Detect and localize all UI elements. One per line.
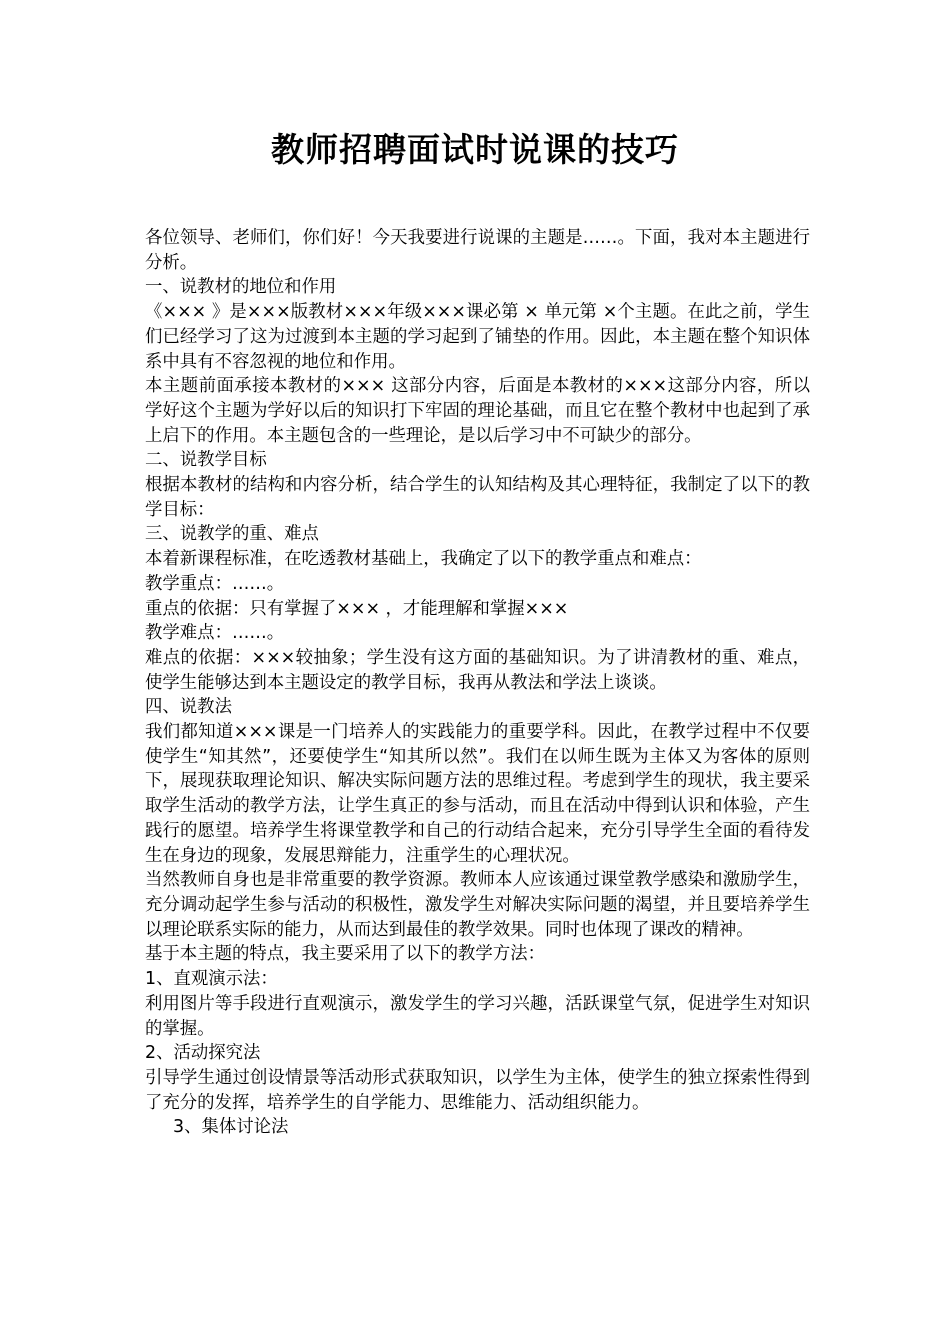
document-title: 教师招聘面试时说课的技巧 xyxy=(271,130,679,169)
key-point-line: 教学重点：……。 xyxy=(145,573,285,594)
body-paragraph: 引导学生通过创设情景等活动形式获取知识，以学生为主体，使学生的独立探索性得到了充分的发挥，培养学生的自学能力、思维能力、活动组织能力。 xyxy=(145,1067,810,1113)
body-paragraph: 难点的依据：×××较抽象；学生没有这方面的基础知识。为了讲清教材的重、难点，使学生能够达到本主题设定的教学目标，我再从教法和学法上谈谈。 xyxy=(145,647,810,693)
body-paragraph: 本主题前面承接本教材的××× 这部分内容，后面是本教材的×××这部分内容，所以学好这个主题为学好以后的知识打下牢固的理论基础，而且它在整个教材中也起到了承上启下的作用。本主题包含的一些理论，是以后学习中不可缺少的部分。 xyxy=(145,376,810,446)
body-paragraph: 当然教师自身也是非常重要的教学资源。教师本人应该通过课堂教学感染和激励学生，充分调动起学生参与活动的积极性，激发学生对解决实际问题的渴望，并且要培养学生以理论联系实际的能力，从而达到最佳的教学效果。同时也体现了课改的精神。 xyxy=(145,870,810,940)
method-heading-3: 3、集体讨论法 xyxy=(173,1117,289,1138)
section-heading-2: 二、说教学目标 xyxy=(145,450,267,471)
greeting-paragraph: 各位领导、老师们，你们好！今天我要进行说课的主题是……。下面，我对本主题进行分析。 xyxy=(145,228,810,273)
body-paragraph: 利用图片等手段进行直观演示，激发学生的学习兴趣，活跃课堂气氛，促进学生对知识的掌握。 xyxy=(145,993,810,1039)
body-paragraph: 根据本教材的结构和内容分析，结合学生的认知结构及其心理特征，我制定了以下的教学目标： xyxy=(145,475,810,520)
section-heading-3: 三、说教学的重、难点 xyxy=(145,524,319,545)
method-heading-1: 1、直观演示法： xyxy=(145,969,278,990)
document-body xyxy=(145,226,810,1140)
body-paragraph: 我们都知道×××课是一门培养人的实践能力的重要学科。因此，在教学过程中不仅要使学生“知其然”，还要使学生“知其所以然”。我们在以师生既为主体又为客体的原则下，展现获取理论知识、解决实际问题方法的思维过程。考虑到学生的现状，我主要采取学生活动的教学方法，让学生真正的参与活动，而且在活动中得到认识和体验，产生践行的愿望。培养学生将课堂教学和自己的行动结合起来，充分引导学生全面的看待发生在身边的现象，发展思辩能力，注重学生的心理状况。 xyxy=(145,722,810,866)
key-point-basis-line: 重点的依据：只有掌握了××× ，才能理解和掌握××× xyxy=(145,598,569,619)
section-heading-1: 一、说教材的地位和作用 xyxy=(145,277,337,298)
difficulty-line: 教学难点：……。 xyxy=(145,623,285,644)
method-heading-2: 2、活动探究法 xyxy=(145,1043,261,1064)
body-paragraph: 《××× 》是×××版教材×××年级×××课必第 × 单元第 ×个主题。在此之前，学生们已经学习了这为过渡到本主题的学习起到了铺垫的作用。因此，本主题在整个知识体系中具有不容忽视的地位和作用。 xyxy=(145,302,810,372)
body-paragraph: 本着新课程标准，在吃透教材基础上，我确定了以下的教学重点和难点： xyxy=(145,549,702,570)
body-paragraph: 基于本主题的特点，我主要采用了以下的教学方法： xyxy=(145,944,545,965)
section-heading-4: 四、说教法 xyxy=(145,697,232,718)
